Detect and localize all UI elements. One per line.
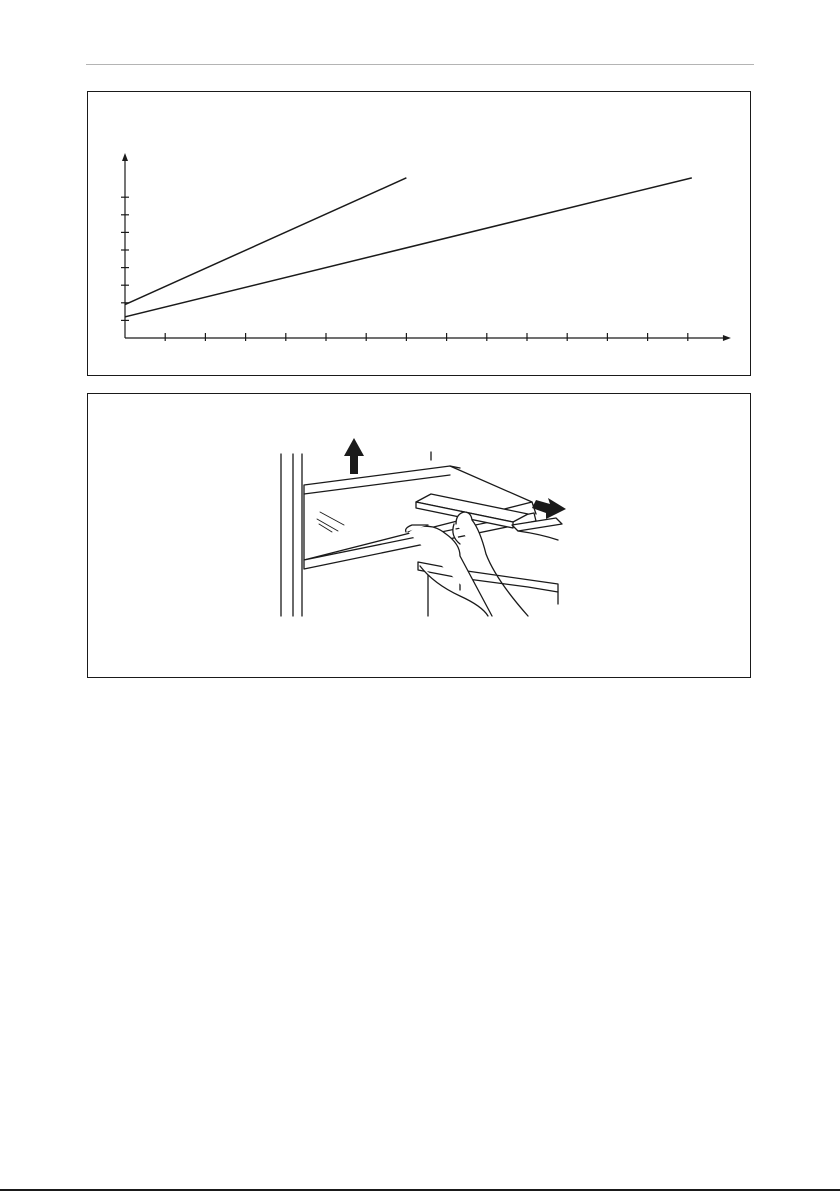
header-rule — [86, 64, 754, 65]
chart-axes — [122, 153, 731, 341]
right-arrow — [532, 498, 566, 519]
illustration-frame — [87, 393, 751, 678]
series-line-1 — [125, 178, 406, 305]
x-ticks — [165, 333, 688, 341]
y-axis-arrowhead — [122, 153, 128, 161]
line-chart — [88, 92, 752, 377]
footer-rule — [0, 1189, 840, 1191]
chart-series — [125, 178, 692, 317]
shelf-removal-illustration — [88, 394, 752, 679]
fridge-wall — [281, 454, 302, 616]
chart-frame — [87, 91, 751, 376]
series-line-2 — [125, 178, 692, 317]
x-axis-arrowhead — [723, 335, 731, 341]
up-arrow — [344, 438, 364, 474]
